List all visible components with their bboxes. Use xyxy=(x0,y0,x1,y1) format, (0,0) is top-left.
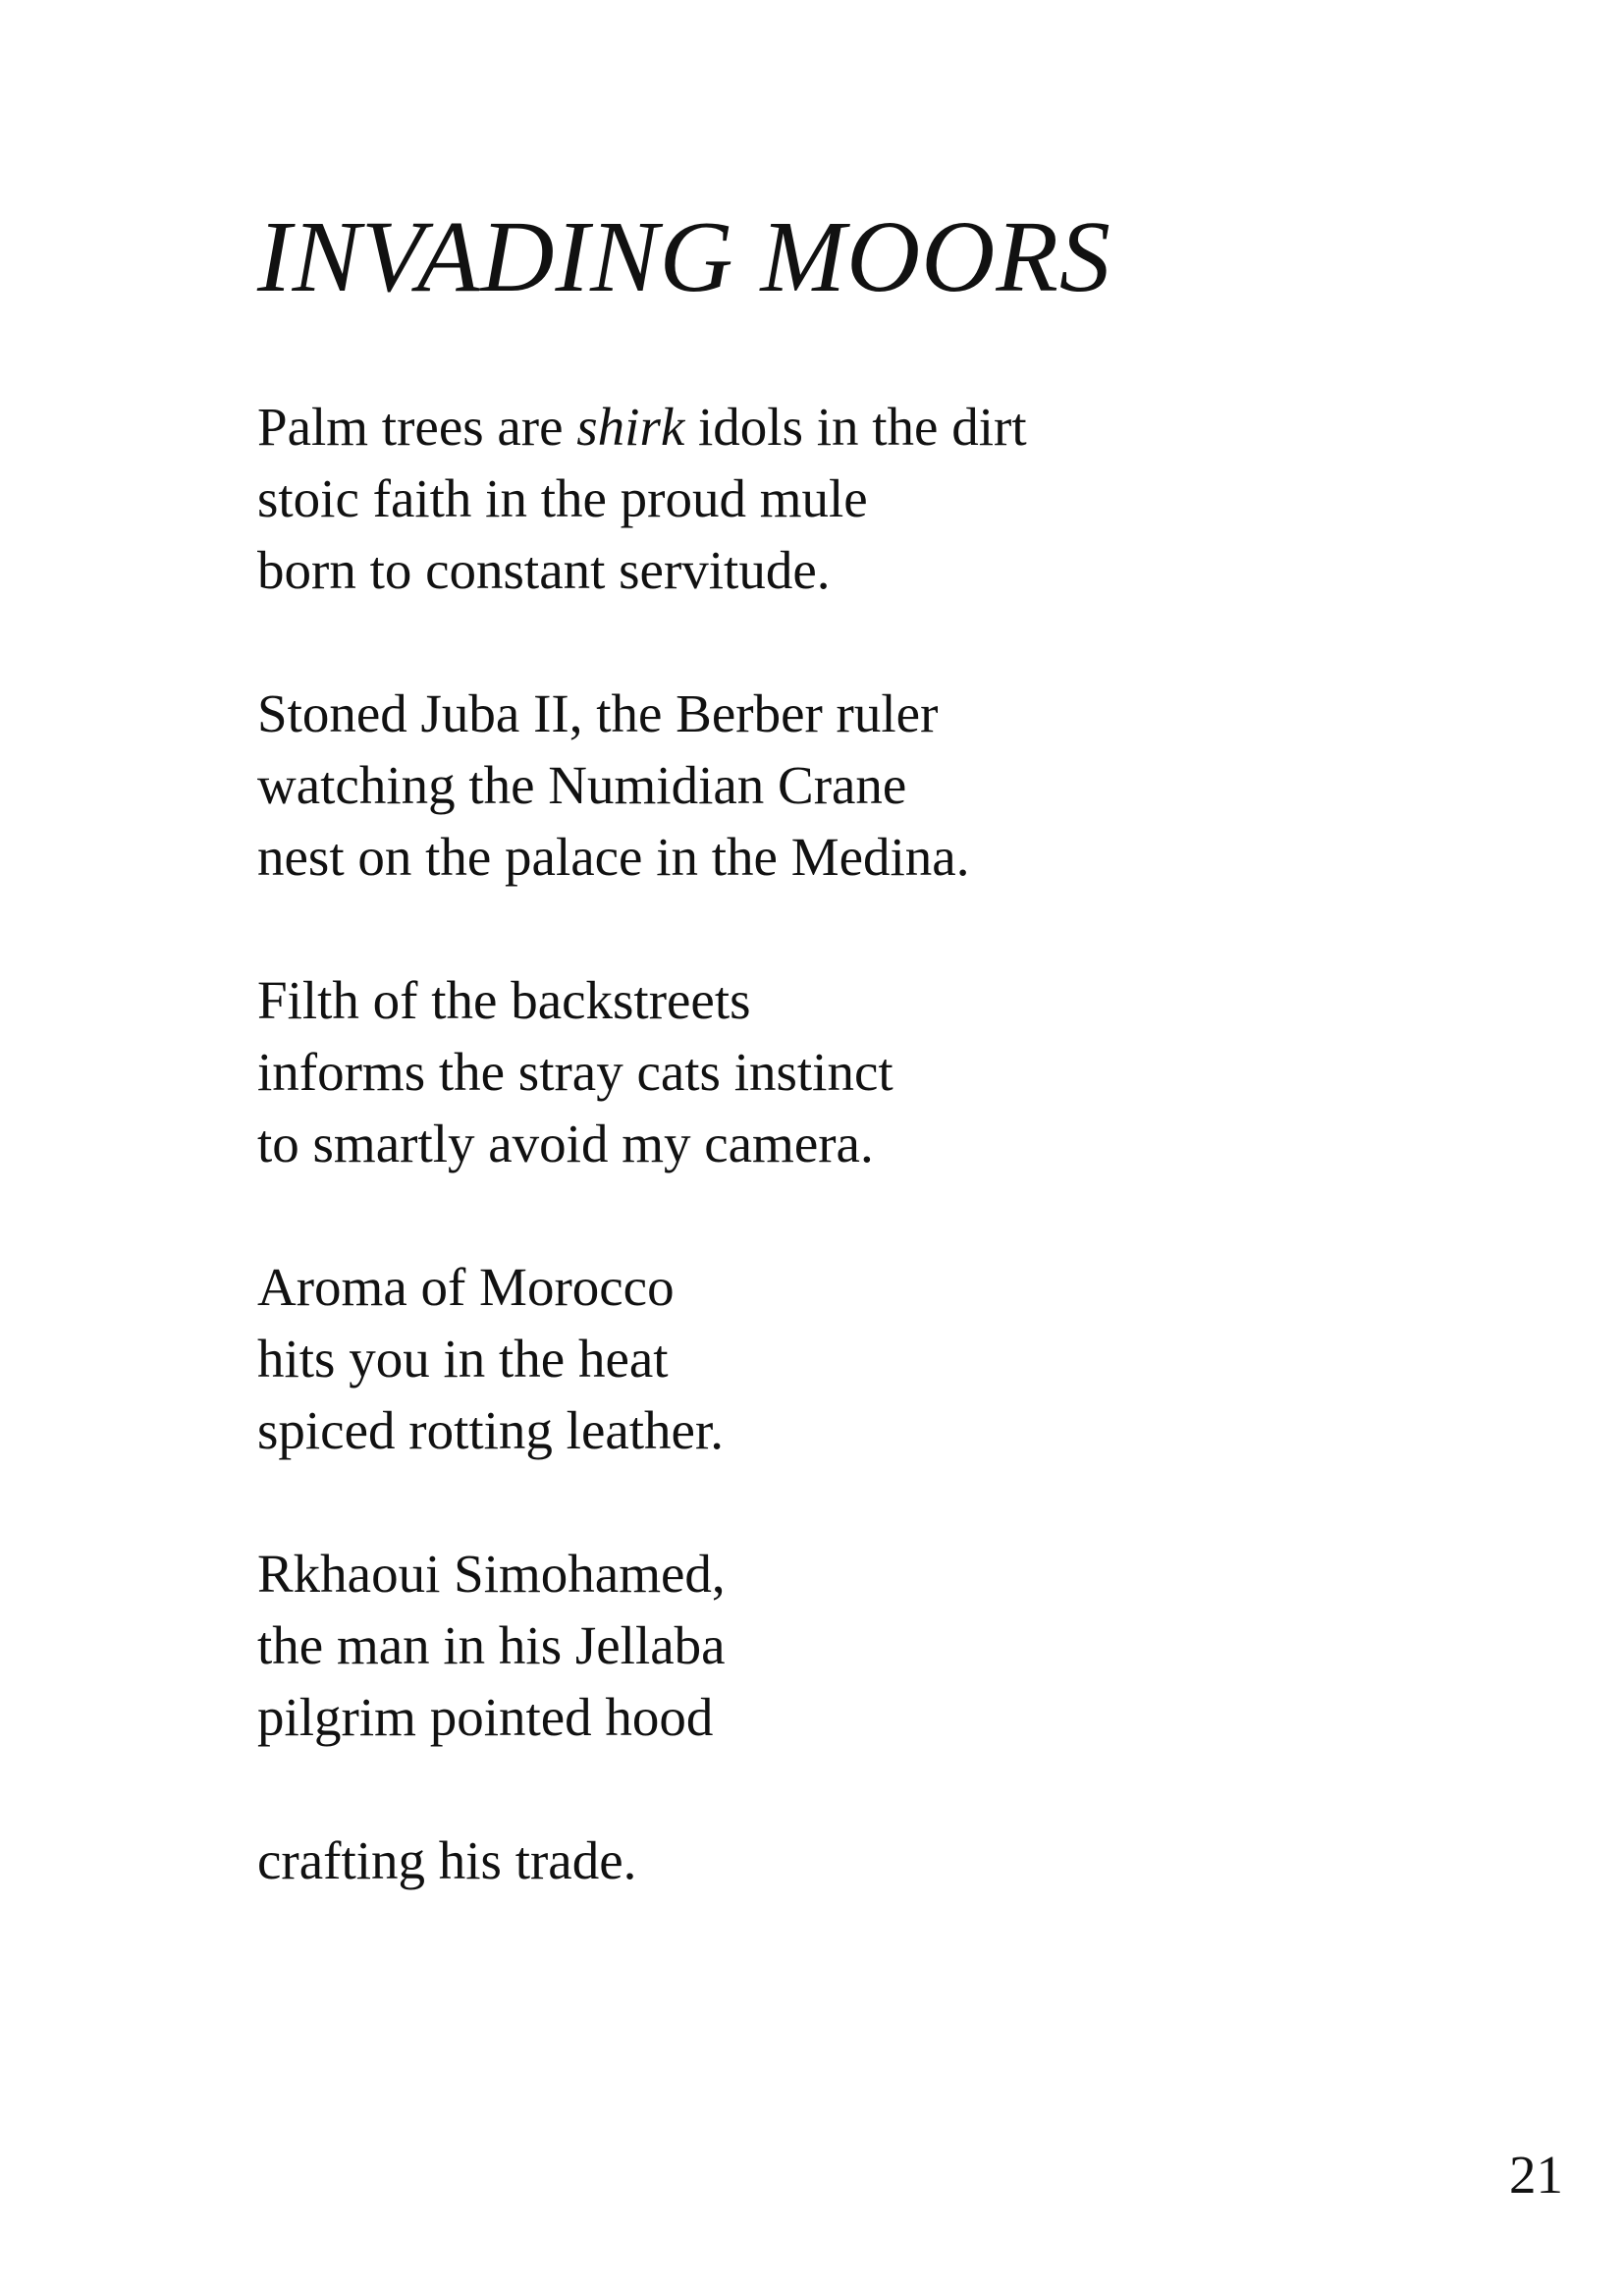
stanza xyxy=(257,964,1435,1179)
poem-line: Aroma of Morocco xyxy=(257,1257,675,1317)
stanza xyxy=(257,1251,1435,1466)
stanza xyxy=(257,1825,1435,1896)
poem-title: INVADING MOORS xyxy=(257,200,1111,313)
poem-line: nest on the palace in the Medina. xyxy=(257,827,970,887)
stanza-break xyxy=(257,1753,1435,1825)
poem-line: Filth of the backstreets xyxy=(257,970,751,1030)
italic-word: shirk xyxy=(576,397,685,457)
poem-line: watching the Numidian Crane xyxy=(257,755,907,815)
poem-line: pilgrim pointed hood xyxy=(257,1687,714,1747)
stanza xyxy=(257,678,1435,893)
stanza xyxy=(257,1538,1435,1753)
poem-line: Rkhaoui Simohamed, xyxy=(257,1544,726,1604)
poem-body xyxy=(257,391,1435,1896)
poem-line: spiced rotting leather. xyxy=(257,1400,724,1460)
line-text: Palm trees are xyxy=(257,397,577,457)
poem-line: stoic faith in the proud mule xyxy=(257,468,868,528)
stanza-break xyxy=(257,1179,1435,1251)
line-text: idols in the dirt xyxy=(684,397,1027,457)
poem-line: hits you in the heat xyxy=(257,1329,669,1389)
poem-line: Stoned Juba II, the Berber ruler xyxy=(257,683,939,743)
poem-line: born to constant servitude. xyxy=(257,540,831,600)
poem-line xyxy=(257,391,1435,463)
stanza-break xyxy=(257,893,1435,964)
poem-line: crafting his trade. xyxy=(257,1830,637,1890)
page-number: 21 xyxy=(1509,2145,1563,2205)
stanza-break xyxy=(257,1466,1435,1538)
stanza-break xyxy=(257,606,1435,678)
poem-line: the man in his Jellaba xyxy=(257,1615,726,1675)
poem-line: informs the stray cats instinct xyxy=(257,1042,893,1102)
stanza xyxy=(257,391,1435,606)
poem-line: to smartly avoid my camera. xyxy=(257,1114,874,1173)
